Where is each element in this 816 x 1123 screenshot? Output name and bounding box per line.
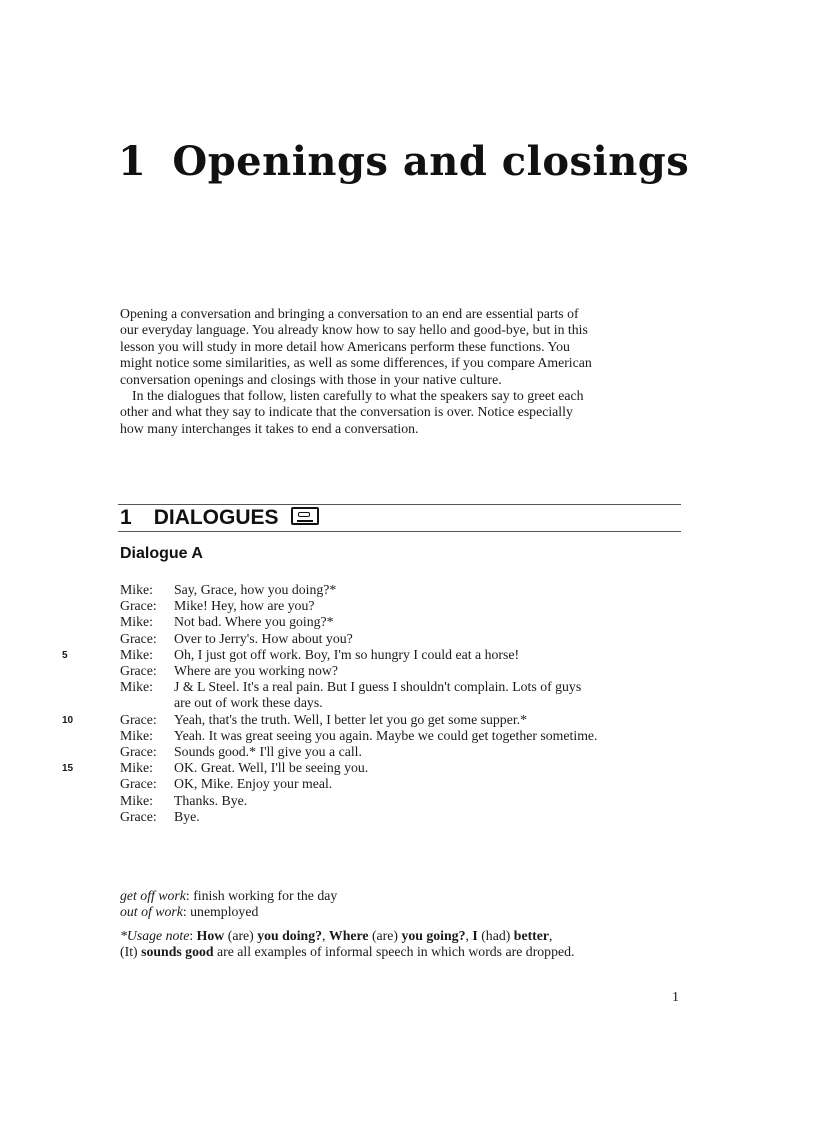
usage-term: better <box>513 928 550 943</box>
usage-term: How <box>196 928 225 943</box>
usage-term: Where <box>328 928 369 943</box>
speaker: Grace: <box>120 808 157 824</box>
section-rule-bottom <box>118 531 681 532</box>
speech: Oh, I just got off work. Boy, I'm so hungry I could eat a horse! <box>174 646 520 662</box>
speaker: Grace: <box>120 776 157 792</box>
speech: OK. Great. Well, I'll be seeing you. <box>174 760 369 776</box>
glossary-definition: : finish working for the day <box>185 888 338 903</box>
speech: Yeah, that's the truth. Well, I better let you go get some supper.* <box>174 711 528 727</box>
dialogue-line <box>120 809 600 825</box>
dialogue-line <box>120 631 600 647</box>
dialogue-line <box>120 614 600 630</box>
speech: OK, Mike. Enjoy your meal. <box>174 776 333 792</box>
section-number: 1 <box>120 506 132 529</box>
chapter-title <box>118 138 689 185</box>
speech: Thanks. Bye. <box>174 792 248 808</box>
speaker: Grace: <box>120 663 157 679</box>
usage-text: are all examples of informal speech in which words are dropped. <box>213 944 575 960</box>
usage-text: (It) <box>120 944 142 960</box>
usage-term: you doing? <box>257 928 323 943</box>
usage-text: , <box>549 928 553 943</box>
speech: Not bad. Where you going?* <box>174 614 334 630</box>
usage-note <box>120 928 690 961</box>
dialogue-line <box>62 646 600 663</box>
dialogue-line <box>120 728 600 744</box>
speaker: Mike: <box>120 760 153 776</box>
dialogue-line <box>120 663 600 679</box>
speaker: Grace: <box>120 711 157 727</box>
speech: Where are you working now? <box>174 663 338 679</box>
dialogue-line <box>62 711 600 728</box>
speech: J & L Steel. It's a real pain. But I guess I shouldn't complain. Lots of guys are out of work these days. <box>174 679 582 711</box>
dialogue-line <box>120 679 600 711</box>
section-heading <box>120 504 319 532</box>
speech: Over to Jerry's. How about you? <box>174 630 353 646</box>
dialogue-line <box>120 793 600 809</box>
speech: Mike! Hey, how are you? <box>174 598 315 614</box>
usage-term: sounds good <box>141 944 214 960</box>
glossary-term: out of work <box>120 904 183 920</box>
dialogue-line <box>120 598 600 614</box>
speaker: Grace: <box>120 598 157 614</box>
speaker: Mike: <box>120 792 153 808</box>
intro-paragraph-1: Opening a conversation and bringing a conversation to an end are essential parts of our everyday language. You already know how to say hello and good-bye, but in this lesson you will study in more detail how Americans perform these functions. You might notice some similarities, as well as some differences, if you compare American conversation openings and closings with those in your native culture. <box>120 306 592 387</box>
intro-paragraph-2: In the dialogues that follow, listen carefully to what the speakers say to greet each other and what they say to indicate that the conversation is over. Notice especially how many interchanges it takes to end a conversation. <box>120 388 584 436</box>
speech: Yeah. It was great seeing you again. Maybe we could get together sometime. <box>174 727 598 743</box>
glossary-definition: : unemployed <box>182 904 259 920</box>
intro-text <box>120 306 600 437</box>
usage-note-label: Usage note <box>126 928 190 943</box>
speech: Bye. <box>174 808 200 824</box>
speaker: Mike: <box>120 727 153 743</box>
usage-text: (are) <box>224 928 258 943</box>
speech: Sounds good.* I'll give you a call. <box>174 744 362 760</box>
dialogue-line <box>120 776 600 792</box>
chapter-title-text: Openings and closings <box>172 138 690 185</box>
usage-term: you going? <box>401 928 466 943</box>
speaker: Mike: <box>120 679 153 695</box>
speaker: Mike: <box>120 582 153 597</box>
speaker: Grace: <box>120 630 157 646</box>
usage-text: (had) <box>477 928 514 943</box>
speaker: Mike: <box>120 646 153 662</box>
dialogue-line <box>120 582 600 598</box>
speaker: Mike: <box>120 614 153 630</box>
glossary-entry <box>120 904 640 920</box>
cassette-tape-icon <box>291 507 319 525</box>
line-number: 15 <box>62 763 74 775</box>
dialogue-title: Dialogue A <box>120 545 203 562</box>
usage-text: , <box>465 928 473 943</box>
line-number: 10 <box>62 714 74 726</box>
usage-note-colon: : <box>189 928 194 943</box>
page-number: 1 <box>672 990 679 1005</box>
usage-text: (are) <box>368 928 402 943</box>
usage-term: I <box>472 928 478 943</box>
speaker: Grace: <box>120 744 157 760</box>
usage-text: , <box>322 928 329 943</box>
glossary-entry <box>120 888 640 904</box>
glossary <box>120 888 640 921</box>
line-number: 5 <box>62 649 68 661</box>
speech: Say, Grace, how you doing?* <box>174 582 337 597</box>
glossary-term: get off work <box>120 888 186 903</box>
section-title: DIALOGUES <box>153 506 279 529</box>
dialogue-line <box>120 744 600 760</box>
dialogue-line <box>62 760 600 776</box>
chapter-number: 1 <box>118 138 147 185</box>
dialogue-a <box>62 582 600 825</box>
usage-note-star: * <box>120 928 127 943</box>
